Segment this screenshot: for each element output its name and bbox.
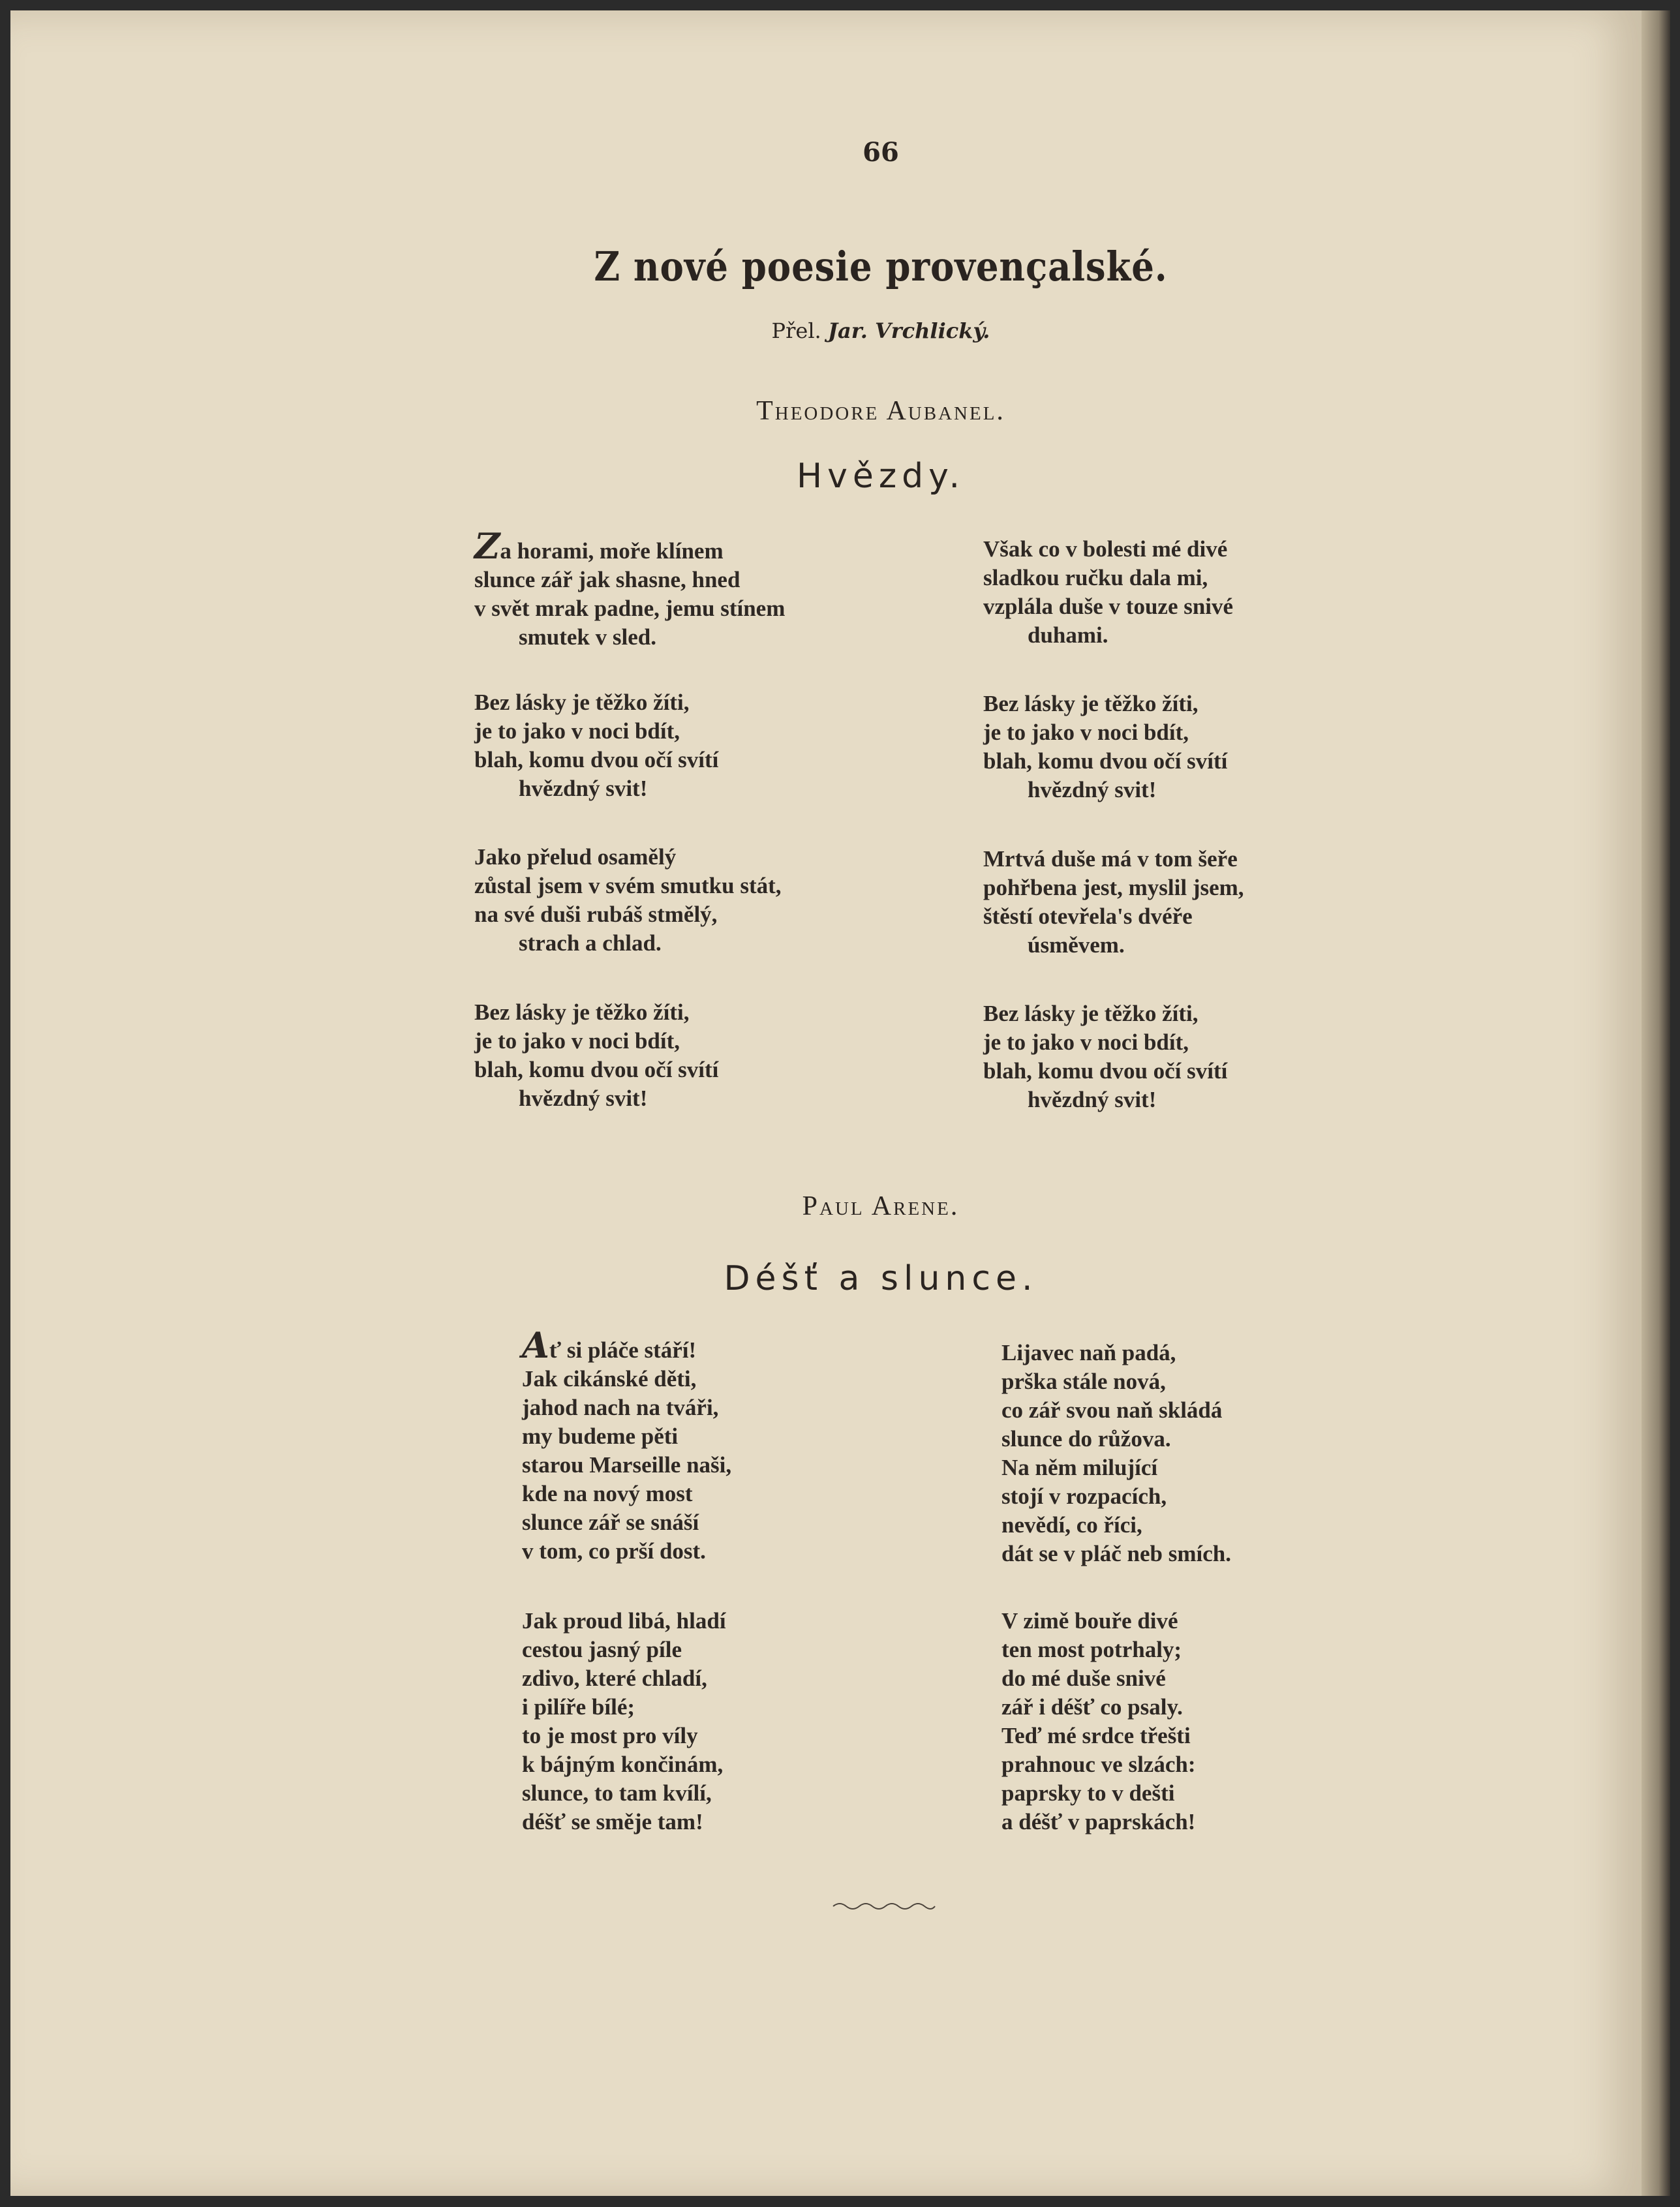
verse-line: slunce, to tam kvílí, [522, 1780, 712, 1806]
verse-line: Jako přelud osamělý [474, 844, 677, 870]
verse-line: cestou jasný píle [522, 1637, 682, 1662]
stanza [1001, 1339, 1231, 1568]
verse-line: je to jako v noci bdít, [474, 718, 680, 744]
verse-line: kde na nový most [522, 1481, 693, 1506]
verse-line: hvězdný svit! [519, 1086, 648, 1111]
verse-line: Však co v bolesti mé divé [983, 536, 1228, 562]
verse-line: štěstí otevřela's dvéře [983, 904, 1193, 929]
verse-line: smutek v sled. [519, 624, 656, 650]
stanza [522, 1324, 732, 1566]
verse-line: do mé duše snivé [1001, 1666, 1166, 1691]
verse-line: Bez lásky je těžko žíti, [474, 999, 690, 1025]
verse-line: Bez lásky je těžko žíti, [474, 690, 690, 715]
verse-line: strach a chlad. [519, 930, 662, 956]
verse-line: je to jako v noci bdít, [474, 1028, 680, 1054]
verse-line: Jak cikánské děti, [522, 1366, 697, 1392]
translator-credit [0, 318, 1680, 343]
verse-line: dát se v pláč neb smích. [1001, 1541, 1231, 1566]
verse-line: hvězdný svit! [1028, 777, 1157, 802]
verse-line: je to jako v noci bdít, [983, 720, 1189, 745]
verse-line: slunce zář jak shasne, hned [474, 567, 741, 592]
verse-line: pohřbena jest, myslil jsem, [983, 875, 1244, 900]
verse-line: nevědí, co říci, [1001, 1512, 1142, 1538]
verse-line: jahod nach na tváři, [522, 1395, 719, 1420]
stanza [474, 843, 782, 958]
section-author: Theodore Aubanel. [756, 396, 1005, 426]
verse-line: zůstal jsem v svém smutku stát, [474, 873, 782, 898]
verse-line: slunce do růžova. [1001, 1426, 1171, 1452]
translator-name: Jar. Vrchlický. [827, 318, 990, 343]
verse-line: déšť se směje tam! [522, 1809, 703, 1834]
verse-line: prška stále nová, [1001, 1369, 1166, 1394]
verse-line: blah, komu dvou očí svítí [983, 1058, 1228, 1084]
verse-line: ten most potrhaly; [1001, 1637, 1182, 1662]
stanza [522, 1607, 726, 1836]
stanza [983, 690, 1227, 804]
verse-line: a déšť v paprskách! [1001, 1809, 1196, 1834]
verse-line: blah, komu dvou očí svítí [983, 748, 1228, 774]
verse-line: je to jako v noci bdít, [983, 1029, 1189, 1055]
verse-line: sladkou ručku dala mi, [983, 565, 1208, 590]
stanza [983, 845, 1244, 960]
verse-line: Mrtvá duše má v tom šeře [983, 846, 1238, 872]
verse-line: zář i déšť co psaly. [1001, 1694, 1183, 1720]
verse-line: hvězdný svit! [519, 776, 648, 801]
drop-cap: Z [474, 525, 500, 567]
verse-line: vzplála duše v touze snivé [983, 594, 1234, 619]
verse-line: slunce zář se snáší [522, 1510, 699, 1535]
stanza [983, 535, 1233, 650]
verse-line: paprsky to v dešti [1001, 1780, 1175, 1806]
stanza [474, 525, 786, 652]
verse-line: Lijavec naň padá, [1001, 1340, 1176, 1365]
poem-title: Déšť a slunce. [724, 1259, 1038, 1298]
verse-line: Za horami, moře klínem [474, 525, 724, 567]
verse-line: Teď mé srdce třešti [1001, 1723, 1191, 1748]
verse-line: starou Marseille naši, [522, 1452, 732, 1478]
verse-line: to je most pro víly [522, 1723, 698, 1748]
page-title: Z nové poesie provençalské. [594, 243, 1168, 290]
verse-line: blah, komu dvou očí svítí [474, 1057, 719, 1082]
verse-line: Bez lásky je těžko žíti, [983, 1001, 1199, 1026]
verse-line: Jak proud libá, hladí [522, 1608, 726, 1634]
stanza [1001, 1607, 1196, 1836]
page-number: 66 [863, 137, 899, 168]
stanza [983, 999, 1227, 1114]
verse-line: Na něm milující [1001, 1455, 1158, 1480]
poem-title: Hvězdy. [796, 457, 966, 496]
stanza [474, 998, 718, 1113]
verse-line: Ať si pláče stáří! [522, 1324, 697, 1366]
verse-line: v svět mrak padne, jemu stínem [474, 596, 786, 621]
stanza [474, 688, 718, 803]
verse-line: úsměvem. [1028, 932, 1125, 958]
verse-line: na své duši rubáš stmělý, [474, 902, 718, 927]
translator-prefix: Přel. [771, 318, 821, 343]
verse-line: stojí v rozpacích, [1001, 1484, 1167, 1509]
verse-line: blah, komu dvou očí svítí [474, 747, 719, 772]
verse-line: V zimě bouře divé [1001, 1608, 1178, 1634]
drop-cap: A [522, 1324, 549, 1366]
verse-line: i pilíře bílé; [522, 1694, 635, 1720]
verse-line: my budeme pěti [522, 1423, 679, 1449]
verse-line: duhami. [1028, 622, 1108, 648]
verse-line: k bájným končinám, [522, 1752, 724, 1777]
verse-line: co zář svou naň skládá [1001, 1397, 1223, 1423]
verse-line: prahnouc ve slzách: [1001, 1752, 1196, 1777]
wavy-ornament-divider [832, 1900, 936, 1913]
section-author: Paul Arene. [802, 1191, 960, 1221]
verse-line: Bez lásky je těžko žíti, [983, 691, 1199, 716]
verse-line: zdivo, které chladí, [522, 1666, 707, 1691]
verse-line: hvězdný svit! [1028, 1087, 1157, 1112]
verse-line: v tom, co prší dost. [522, 1538, 706, 1564]
